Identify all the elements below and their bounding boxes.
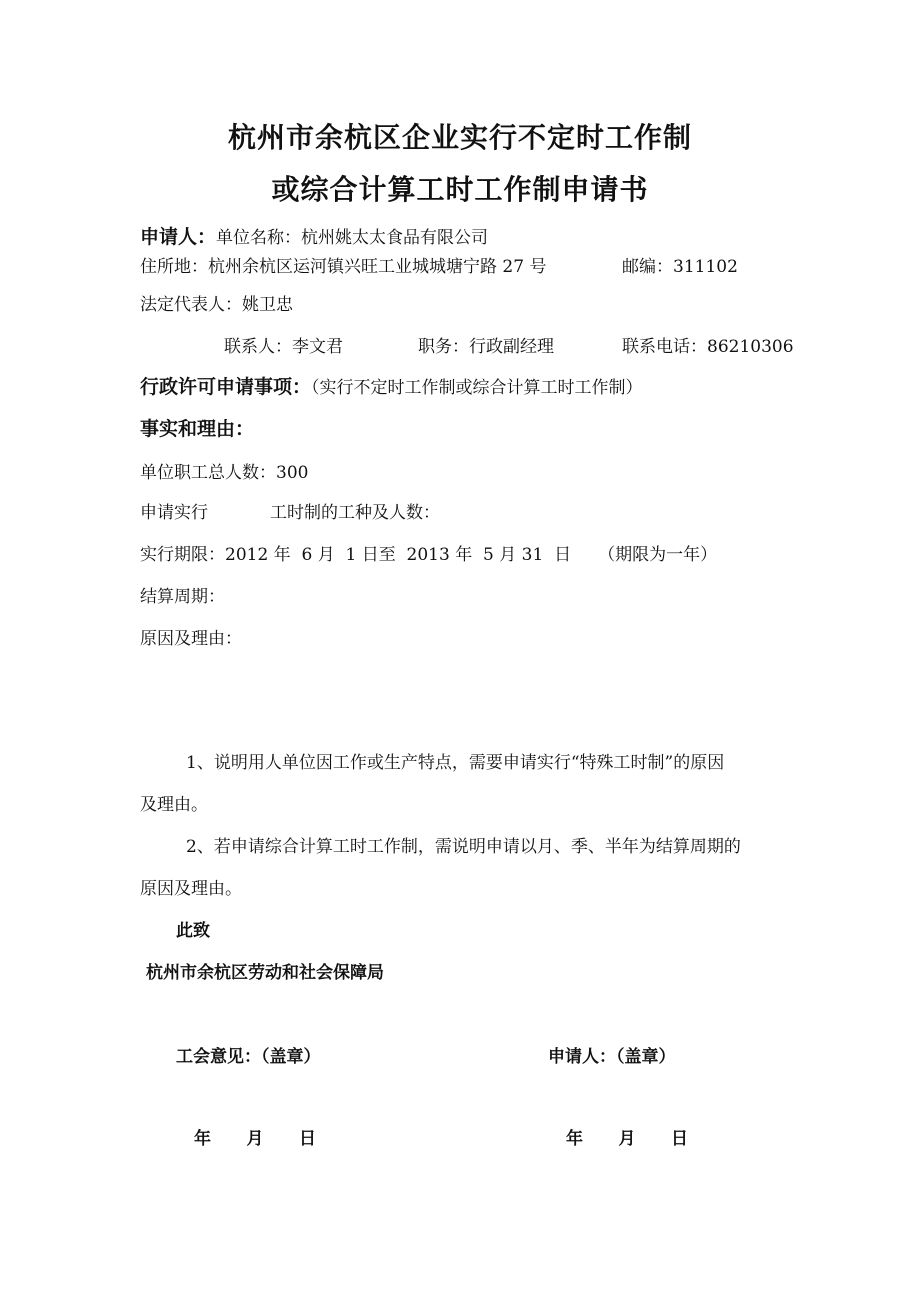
total-staff: 单位职工总人数：300 — [140, 463, 309, 483]
matter-row — [140, 372, 643, 399]
apply-part2: 工时制的工种及人数： — [270, 503, 440, 523]
note1-line1: 1、说明用人单位因工作或生产特点，需要申请实行“特殊工时制”的原因 — [186, 753, 725, 773]
settlement-period: 结算周期： — [140, 587, 225, 607]
salutation: 此致 — [176, 921, 210, 941]
contact-position: 职务：行政副经理 — [418, 337, 554, 357]
facts-heading: 事实和理由： — [140, 418, 255, 440]
document-title-line1: 杭州市余杭区企业实行不定时工作制 — [227, 121, 692, 154]
applicant-date: 年 月 日 — [566, 1129, 689, 1149]
postcode: 邮编：311102 — [622, 257, 738, 277]
note2-line2: 原因及理由。 — [140, 879, 242, 899]
legal-representative: 法定代表人：姚卫忠 — [140, 295, 293, 315]
document-title-line2: 或综合计算工时工作制申请书 — [271, 173, 649, 206]
contact-phone: 联系电话：86210306 — [622, 337, 794, 357]
union-opinion-label: 工会意见：（盖章） — [176, 1047, 321, 1067]
applicant-seal-label: 申请人：（盖章） — [548, 1047, 676, 1067]
matter-value: （实行不定时工作制或综合计算工时工作制） — [311, 378, 643, 398]
reason: 原因及理由： — [140, 629, 242, 649]
applicant-label: 申请人： — [140, 226, 217, 248]
period: 实行期限：2012 年 6 月 1 日至 2013 年 5 月 31 日 （期限为一年） — [140, 545, 718, 565]
applicant-row — [140, 222, 488, 249]
note2-line1: 2、若申请综合计算工时工作制，需说明申请以月、季、半年为结算周期的 — [186, 837, 741, 857]
matter-label: 行政许可申请事项： — [140, 376, 312, 398]
contact-person: 联系人：李文君 — [224, 337, 343, 357]
address: 住所地：杭州余杭区运河镇兴旺工业城城塘宁路 27 号 — [140, 257, 547, 277]
unit-name: 单位名称：杭州姚太太食品有限公司 — [216, 228, 489, 248]
apply-part1: 申请实行 — [140, 503, 208, 523]
recipient: 杭州市余杭区劳动和社会保障局 — [146, 963, 384, 983]
union-date: 年 月 日 — [194, 1129, 317, 1149]
note1-line2: 及理由。 — [140, 795, 208, 815]
